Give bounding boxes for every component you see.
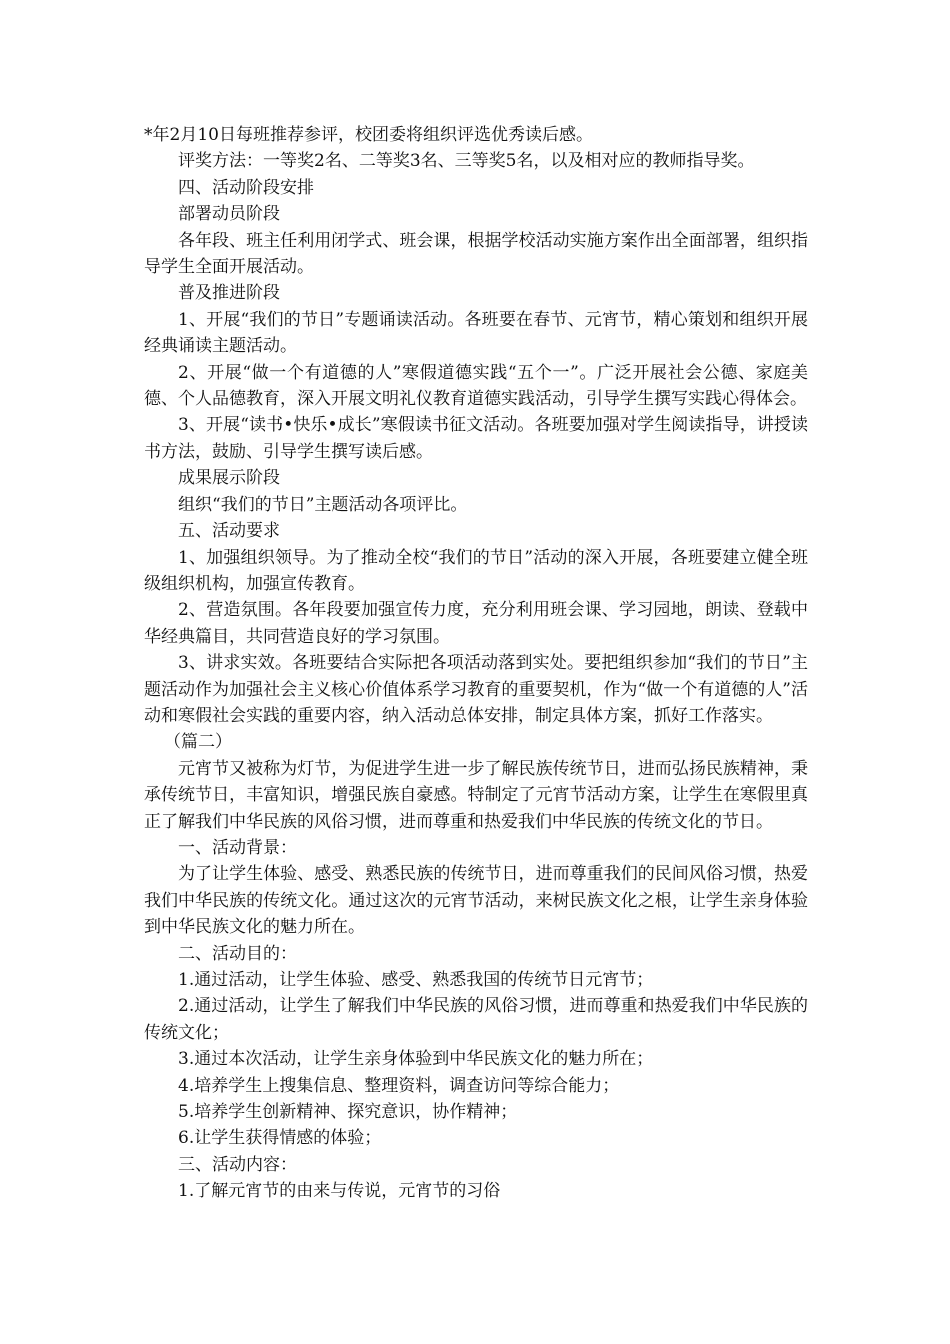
paragraph-lantern-intro: 元宵节又被称为灯节，为促进学生进一步了解民族传统节日，进而弘扬民族精神，秉承传统节日，丰富知识，增强民族自豪感。特制定了元宵节活动方案，让学生在寒假里真正了解我们中华民族的风俗习惯，进而尊重和热爱我们中华民族的传统文化的节日。	[144, 758, 808, 832]
part-two-heading: （篇二）	[164, 732, 232, 753]
paragraph-promotion-2: 2、开展“做一个有道德的人”寒假道德实践“五个一”。广泛开展社会公德、家庭美德、个人品德教育，深入开展文明礼仪教育道德实践活动，引导学生撰写实践心得体会。	[144, 362, 808, 410]
subheading-promotion: 普及推进阶段	[178, 283, 280, 304]
list-item-purpose-3: 3.通过本次活动，让学生亲身体验到中华民族文化的魅力所在；	[178, 1049, 654, 1070]
paragraph-requirement-3: 3、讲求实效。各班要结合实际把各项活动落到实处。要把组织参加“我们的节日”主题活动作为加强社会主义核心价值体系学习教育的重要契机，作为“做一个有道德的人”活动和寒假社会实践的重要内容，纳入活动总体安排，制定具体方案，抓好工作落实。	[144, 653, 808, 726]
section-heading-content: 三、活动内容：	[178, 1154, 297, 1175]
paragraph-promotion-3: 3、开展“读书•快乐•成长”寒假读书征文活动。各班要加强对学生阅读指导，讲授读书方法，鼓励、引导学生撰写读后感。	[144, 415, 808, 462]
list-item-content-1: 1.了解元宵节的由来与传说，元宵节的习俗	[178, 1181, 501, 1202]
paragraph-award-deadline: *年2月10日每班推荐参评，校团委将组织评选优秀读后感。	[144, 125, 593, 145]
paragraph-background: 为了让学生体验、感受、熟悉民族的传统节日，进而尊重我们的民间风俗习惯，热爱我们中华民族的传统文化。通过这次的元宵节活动，来树民族文化之根，让学生亲身体验到中华民族文化的魅力所在。	[144, 864, 808, 938]
section-heading-background: 一、活动背景：	[178, 837, 297, 858]
paragraph-requirement-2: 2、营造氛围。各年段要加强宣传力度，充分利用班会课、学习园地，朗读、登载中华经典篇目，共同营造良好的学习氛围。	[144, 600, 808, 647]
section-heading-purpose: 二、活动目的：	[178, 943, 297, 964]
list-item-purpose-5: 5.培养学生创新精神、探究意识，协作精神；	[178, 1102, 518, 1123]
paragraph-award-method: 评奖方法：一等奖2名、二等奖3名、三等奖5名，以及相对应的教师指导奖。	[178, 151, 755, 172]
paragraph-requirement-1: 1、加强组织领导。为了推动全校“我们的节日”活动的深入开展，各班要建立健全班级组织机构，加强宣传教育。	[144, 547, 808, 594]
document-page	[144, 122, 808, 1205]
paragraph-promotion-1: 1、开展“我们的节日”专题诵读活动。各班要在春节、元宵节，精心策划和组织开展经典诵读主题活动。	[144, 309, 808, 357]
list-item-purpose-4: 4.培养学生上搜集信息、整理资料，调查访问等综合能力；	[178, 1075, 620, 1096]
paragraph-mobilization: 各年段、班主任利用闭学式、班会课，根据学校活动实施方案作出全面部署，组织指导学生全面开展活动。	[144, 230, 808, 278]
list-item-purpose-1: 1.通过活动，让学生体验、感受、熟悉我国的传统节日元宵节；	[178, 970, 654, 990]
subheading-results: 成果展示阶段	[178, 468, 280, 489]
list-item-purpose-2: 2.通过活动，让学生了解我们中华民族的风俗习惯，进而尊重和热爱我们中华民族的传统文化；	[144, 996, 808, 1043]
section-heading-stages: 四、活动阶段安排	[178, 177, 314, 198]
paragraph-results: 组织“我们的节日”主题活动各项评比。	[178, 494, 468, 515]
list-item-purpose-6: 6.让学生获得情感的体验；	[178, 1128, 382, 1149]
subheading-mobilization: 部署动员阶段	[178, 204, 280, 225]
section-heading-requirements: 五、活动要求	[178, 521, 280, 542]
